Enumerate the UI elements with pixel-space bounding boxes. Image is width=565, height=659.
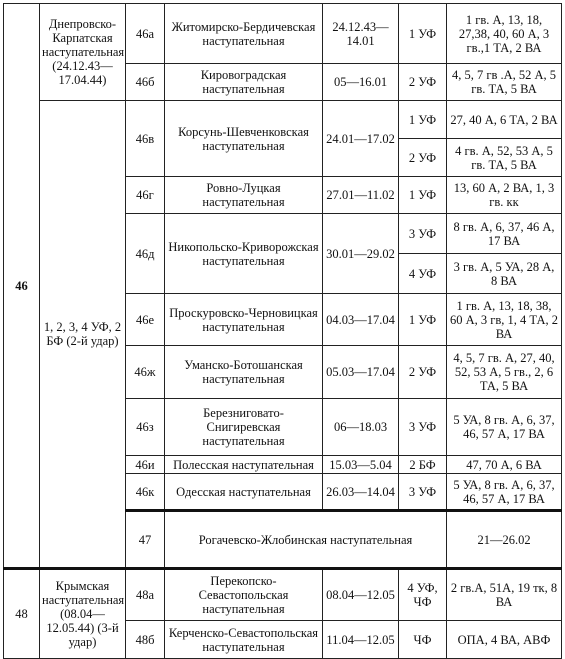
op-dates: 26.03—14.04 bbox=[323, 474, 399, 511]
group-name: Днепровско-Карпатская наступательная (24.12.43—17.04.44) bbox=[40, 4, 126, 101]
op-dates: 24.01—17.02 bbox=[323, 101, 399, 177]
op-forces: 47, 70 А, 6 ВА bbox=[447, 456, 562, 474]
op-forces: 4, 5, 7 гв .А, 52 А, 5 гв. ТА, 5 ВА bbox=[447, 64, 562, 101]
op-forces: 27, 40 А, 6 ТА, 2 ВА bbox=[447, 101, 562, 139]
op-front: 3 УФ bbox=[399, 399, 447, 456]
op-forces: 2 гв.А, 51А, 19 тк, 8 ВА bbox=[447, 569, 562, 621]
op-code: 46г bbox=[126, 177, 165, 214]
op-dates: 05.03—17.04 bbox=[323, 346, 399, 399]
op-dates: 05—16.01 bbox=[323, 64, 399, 101]
op-front: 3 УФ bbox=[399, 214, 447, 254]
operations-table bbox=[3, 3, 562, 659]
group-name: Крымская наступательная (08.04—12.05.44) (3-й удар) bbox=[40, 569, 126, 659]
op-name: Уманско-Ботошанская наступательная bbox=[165, 346, 323, 399]
op-front: 3 УФ bbox=[399, 474, 447, 511]
op-name: Житомирско-Бердичевская наступательная bbox=[165, 4, 323, 64]
group-number: 47 bbox=[126, 511, 165, 569]
op-code: 46и bbox=[126, 456, 165, 474]
op-front: 1 УФ bbox=[399, 177, 447, 214]
op-dates: 04.03—17.04 bbox=[323, 294, 399, 346]
op-code: 46а bbox=[126, 4, 165, 64]
op-front: ЧФ bbox=[399, 621, 447, 659]
op-dates: 06—18.03 bbox=[323, 399, 399, 456]
table-row bbox=[4, 569, 562, 621]
op-front: 2 БФ bbox=[399, 456, 447, 474]
op-front: 4 УФ bbox=[399, 254, 447, 294]
op-code: 46б bbox=[126, 64, 165, 101]
table-row bbox=[4, 101, 562, 139]
op-forces: 8 гв. А, 6, 37, 46 А, 17 ВА bbox=[447, 214, 562, 254]
op-forces: 4 гв. А, 52, 53 А, 5 гв. ТА, 5 ВА bbox=[447, 139, 562, 177]
op-dates: 24.12.43—14.01 bbox=[323, 4, 399, 64]
op-dates: 15.03—5.04 bbox=[323, 456, 399, 474]
op-dates: 11.04—12.05 bbox=[323, 621, 399, 659]
op-front: 2 УФ bbox=[399, 64, 447, 101]
op-name: Никопольско-Криворожская наступательная bbox=[165, 214, 323, 294]
op-front: 2 УФ bbox=[399, 346, 447, 399]
op-front: 2 УФ bbox=[399, 139, 447, 177]
op-forces: 4, 5, 7 гв. А, 27, 40, 52, 53 А, 5 гв., 2, 6 ТА, 5 ВА bbox=[447, 346, 562, 399]
op-forces: 1 гв. А, 13, 18, 27,38, 40, 60 А, 3 гв.,1 ТА, 2 ВА bbox=[447, 4, 562, 64]
op-code: 46д bbox=[126, 214, 165, 294]
op-code: 46з bbox=[126, 399, 165, 456]
op-front: 1 УФ bbox=[399, 294, 447, 346]
op-code: 46ж bbox=[126, 346, 165, 399]
op-name: Керченско-Севастопольская наступательная bbox=[165, 621, 323, 659]
op-code: 46к bbox=[126, 474, 165, 511]
op-name: Ровно-Луцкая наступательная bbox=[165, 177, 323, 214]
op-dates: 21—26.02 bbox=[447, 511, 562, 569]
group-name: Рогачевско-Жлобинская наступательная bbox=[165, 511, 447, 569]
group-name: 1, 2, 3, 4 УФ, 2 БФ (2-й удар) bbox=[40, 101, 126, 569]
op-front: 1 УФ bbox=[399, 101, 447, 139]
group-number: 48 bbox=[4, 569, 40, 659]
op-forces: ОПА, 4 ВА, АВФ bbox=[447, 621, 562, 659]
op-code: 46в bbox=[126, 101, 165, 177]
op-name: Корсунь-Шевченковская наступательная bbox=[165, 101, 323, 177]
op-code: 48б bbox=[126, 621, 165, 659]
op-dates: 30.01—29.02 bbox=[323, 214, 399, 294]
op-name: Одесская наступательная bbox=[165, 474, 323, 511]
op-forces: 3 гв. А, 5 УА, 28 А, 8 ВА bbox=[447, 254, 562, 294]
op-name: Кировоградская наступательная bbox=[165, 64, 323, 101]
op-forces: 5 УА, 8 гв. А, 6, 37, 46, 57 А, 17 ВА bbox=[447, 399, 562, 456]
op-forces: 5 УА, 8 гв. А, 6, 37, 46, 57 А, 17 ВА bbox=[447, 474, 562, 511]
op-forces: 1 гв. А, 13, 18, 38, 60 А, 3 гв, 1, 4 ТА, 2 ВА bbox=[447, 294, 562, 346]
op-name: Перекопско-Севастопольская наступательная bbox=[165, 569, 323, 621]
op-code: 48а bbox=[126, 569, 165, 621]
op-code: 46е bbox=[126, 294, 165, 346]
op-name: Полесская наступательная bbox=[165, 456, 323, 474]
op-name: Березниговато-Снигиревская наступательная bbox=[165, 399, 323, 456]
op-dates: 27.01—11.02 bbox=[323, 177, 399, 214]
op-front: 4 УФ, ЧФ bbox=[399, 569, 447, 621]
op-front: 1 УФ bbox=[399, 4, 447, 64]
op-forces: 13, 60 А, 2 ВА, 1, 3 гв. кк bbox=[447, 177, 562, 214]
group-number: 46 bbox=[4, 4, 40, 569]
table-row bbox=[4, 4, 562, 64]
op-dates: 08.04—12.05 bbox=[323, 569, 399, 621]
op-name: Проскуровско-Черновицкая наступательная bbox=[165, 294, 323, 346]
